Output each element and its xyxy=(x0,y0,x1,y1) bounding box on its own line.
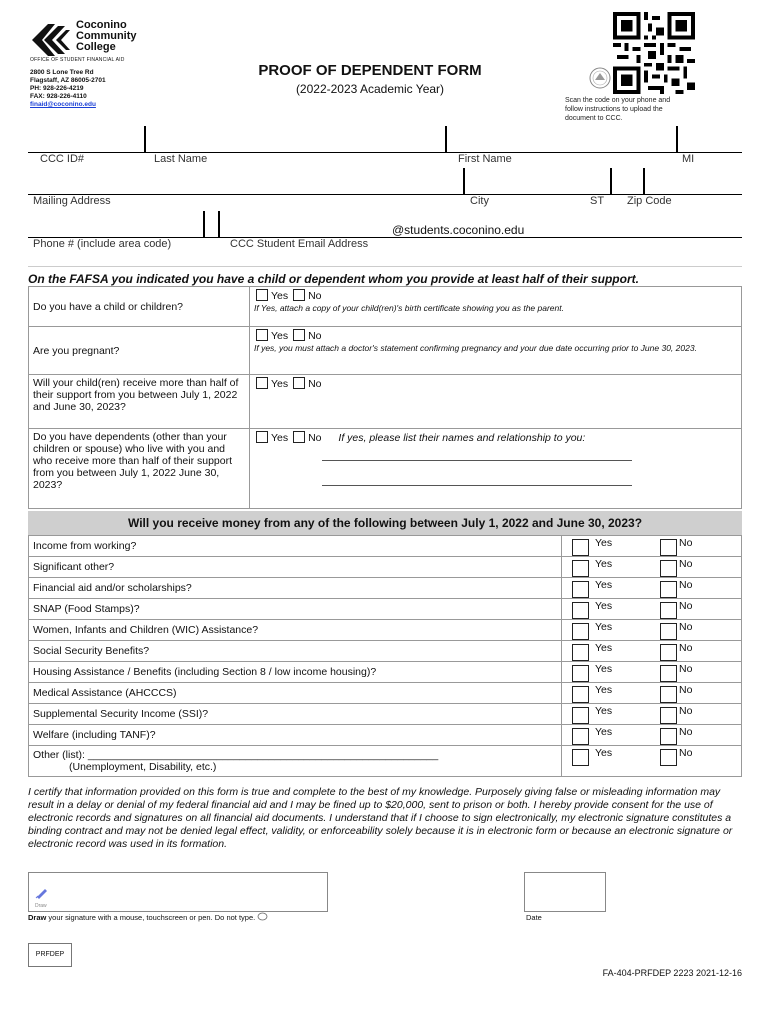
money-source-label: Financial aid and/or scholarships? xyxy=(29,578,562,599)
yes-no-cell xyxy=(562,599,742,620)
yes-checkbox[interactable] xyxy=(572,539,589,556)
field-divider xyxy=(203,211,205,237)
mailing-address-field[interactable]: Mailing Address xyxy=(33,195,111,207)
answer-cell xyxy=(250,375,742,429)
contact-block xyxy=(30,69,106,109)
answer-cell xyxy=(250,287,742,327)
yes-no-cell xyxy=(562,578,742,599)
no-label: No xyxy=(679,600,693,612)
yes-checkbox[interactable] xyxy=(572,581,589,598)
money-source-label: Housing Assistance / Benefits (including Section 8 / low income housing)? xyxy=(29,662,562,683)
yes-label: Yes xyxy=(595,747,613,759)
email-domain: @students.coconino.edu xyxy=(392,223,525,237)
money-source-row xyxy=(29,683,742,704)
email-link[interactable]: finaid@coconino.edu xyxy=(30,101,96,108)
money-source-row xyxy=(29,620,742,641)
yes-no-group xyxy=(562,683,741,703)
no-checkbox[interactable] xyxy=(660,539,677,556)
no-checkbox[interactable] xyxy=(660,581,677,598)
no-label: No xyxy=(679,642,693,654)
field-divider xyxy=(643,168,645,194)
yes-checkbox[interactable] xyxy=(256,431,268,443)
no-label: No xyxy=(308,432,322,444)
question-row xyxy=(29,375,742,429)
no-label: No xyxy=(679,684,693,696)
field-underline xyxy=(28,152,742,153)
yes-label: Yes xyxy=(271,330,289,342)
answer-note: If yes, you must attach a doctor's statement confirming pregnancy and your due date occurring prior to June 30, 2023. xyxy=(254,343,697,353)
college-name: Coconino Community College xyxy=(76,19,137,53)
dependent-name-line[interactable] xyxy=(322,485,632,486)
other-source-field[interactable] xyxy=(29,746,562,777)
yes-checkbox[interactable] xyxy=(256,377,268,389)
dependent-questions-table xyxy=(28,286,742,509)
money-source-row xyxy=(29,725,742,746)
no-checkbox[interactable] xyxy=(660,665,677,682)
yes-label: Yes xyxy=(271,432,289,444)
money-source-row xyxy=(29,578,742,599)
no-checkbox[interactable] xyxy=(660,749,677,766)
no-label: No xyxy=(679,663,693,675)
no-label: No xyxy=(679,537,693,549)
address-line-1: 2800 S Lone Tree Rd xyxy=(30,69,94,76)
student-email-field[interactable]: CCC Student Email Address xyxy=(230,238,369,250)
question-text: Do you have a child or children? xyxy=(29,287,250,327)
money-source-label: Welfare (including TANF)? xyxy=(29,725,562,746)
money-source-row xyxy=(29,599,742,620)
other-label: Other (list): ____________________________________________________________ xyxy=(33,749,439,761)
yes-no-group xyxy=(562,662,741,682)
money-source-label: Social Security Benefits? xyxy=(29,641,562,662)
qr-instructions: Scan the code on your phone and follow instructions to upload the document to CCC. xyxy=(565,97,671,122)
city-field[interactable]: City xyxy=(470,195,489,207)
field-divider xyxy=(445,126,447,152)
yes-label: Yes xyxy=(595,642,613,654)
yes-checkbox[interactable] xyxy=(572,602,589,619)
question-row xyxy=(29,327,742,375)
no-checkbox[interactable] xyxy=(660,560,677,577)
yes-no-group xyxy=(562,578,741,598)
yes-label: Yes xyxy=(595,621,613,633)
no-label: No xyxy=(679,558,693,570)
answer-note: If Yes, attach a copy of your child(ren)'s birth certificate showing you as the parent. xyxy=(254,303,564,313)
money-source-label: SNAP (Food Stamps)? xyxy=(29,599,562,620)
yes-checkbox[interactable] xyxy=(572,665,589,682)
fax-number: FAX: 928-226-4110 xyxy=(30,93,87,100)
money-source-label: Income from working? xyxy=(29,536,562,557)
yes-label: Yes xyxy=(595,726,613,738)
yes-label: Yes xyxy=(595,600,613,612)
no-checkbox[interactable] xyxy=(660,728,677,745)
field-divider xyxy=(218,211,220,237)
answer-cell xyxy=(250,327,742,375)
money-source-label: Women, Infants and Children (WIC) Assistance? xyxy=(29,620,562,641)
no-label: No xyxy=(679,726,693,738)
yes-label: Yes xyxy=(595,579,613,591)
field-divider xyxy=(676,126,678,152)
date-box[interactable] xyxy=(524,872,606,912)
yes-no-cell xyxy=(562,536,742,557)
answer-cell xyxy=(250,429,742,509)
no-checkbox[interactable] xyxy=(293,329,305,341)
yes-checkbox[interactable] xyxy=(572,686,589,703)
section-divider xyxy=(28,266,742,267)
phone-field[interactable]: Phone # (include area code) xyxy=(33,238,172,250)
yes-no-group xyxy=(562,599,741,619)
no-label: No xyxy=(679,705,693,717)
money-source-row xyxy=(29,662,742,683)
yes-no-group xyxy=(562,641,741,661)
yes-no-group xyxy=(562,536,741,556)
phone-number: PH: 928-226-4219 xyxy=(30,85,84,92)
money-source-row-other xyxy=(29,746,742,777)
signature-box[interactable] xyxy=(28,872,328,912)
yes-no-cell xyxy=(562,641,742,662)
state-field[interactable]: ST xyxy=(590,195,605,207)
signature-caption: Draw your signature with a mouse, touchscreen or pen. Do not type. xyxy=(28,912,268,922)
yes-label: Yes xyxy=(595,663,613,675)
zip-code-field[interactable]: Zip Code xyxy=(627,195,672,207)
question-text: Do you have dependents (other than your children or spouse) who live with you and who receive more than half of their support from you between July 1, 2022 June 30, 2023? xyxy=(29,429,250,509)
question-text: Will your child(ren) receive more than half of their support from you between July 1, 2022 and June 30, 2023? xyxy=(29,375,250,429)
no-checkbox[interactable] xyxy=(293,377,305,389)
yes-no-cell xyxy=(562,704,742,725)
no-label: No xyxy=(679,747,693,759)
no-checkbox[interactable] xyxy=(660,602,677,619)
yes-label: Yes xyxy=(595,537,613,549)
money-source-row xyxy=(29,536,742,557)
yes-label: Yes xyxy=(595,558,613,570)
no-checkbox[interactable] xyxy=(660,644,677,661)
yes-label: Yes xyxy=(595,705,613,717)
college-seal-icon xyxy=(589,67,611,89)
qr-code-icon[interactable] xyxy=(613,12,695,94)
yes-no-group xyxy=(562,746,741,766)
certification-text: I certify that information provided on this form is true and complete to the best of my knowledge. Purposely giving false or misleading information may result in a delay or denial of my federal financial aid and I may be fined up to $20,000, sent to prison or both. I hereby provide consent for the use of electronic records and signatures on all financial aid documents. I understand that if I choose to sign electronically, my electronic signature constitutes a binding contract and may not be denied legal effect, validity, or enforceability solely because it is in electronic form or because an electronic signature or electronic record was used in its formation. xyxy=(28,786,733,850)
yes-no-cell xyxy=(562,662,742,683)
question-row xyxy=(29,287,742,327)
no-label: No xyxy=(679,579,693,591)
money-source-row xyxy=(29,641,742,662)
money-sources-table xyxy=(28,535,742,777)
other-hint: (Unemployment, Disability, etc.) xyxy=(69,761,217,773)
no-checkbox[interactable] xyxy=(660,707,677,724)
yes-no-group xyxy=(562,704,741,724)
money-banner: Will you receive money from any of the following between July 1, 2022 and June 30, 2023? xyxy=(28,511,742,535)
yes-no-group xyxy=(562,557,741,577)
field-divider xyxy=(610,168,612,194)
no-checkbox[interactable] xyxy=(293,289,305,301)
question-row xyxy=(29,429,742,509)
middle-initial-field[interactable]: MI xyxy=(682,153,695,165)
yes-label: Yes xyxy=(271,290,289,302)
field-divider xyxy=(463,168,465,194)
yes-no-group xyxy=(562,725,741,745)
form-subtitle: (2022-2023 Academic Year) xyxy=(295,82,445,96)
no-checkbox[interactable] xyxy=(660,686,677,703)
yes-checkbox[interactable] xyxy=(572,707,589,724)
answer-note: If yes, please list their names and relationship to you: xyxy=(338,432,586,444)
college-logo-icon xyxy=(30,22,72,58)
yes-no-cell xyxy=(562,746,742,777)
pen-icon xyxy=(35,887,49,899)
date-label: Date xyxy=(526,913,542,922)
yes-no-cell xyxy=(562,683,742,704)
yes-label: Yes xyxy=(595,684,613,696)
no-checkbox[interactable] xyxy=(293,431,305,443)
draw-label: Draw xyxy=(35,903,47,909)
no-checkbox[interactable] xyxy=(660,623,677,640)
form-code: PRFDEP xyxy=(28,943,72,967)
ccc-id-field[interactable]: CCC ID# xyxy=(40,153,85,165)
yes-checkbox[interactable] xyxy=(572,560,589,577)
yes-checkbox[interactable] xyxy=(256,329,268,341)
money-source-label: Medical Assistance (AHCCCS) xyxy=(29,683,562,704)
no-label: No xyxy=(308,378,322,390)
dependent-name-line[interactable] xyxy=(322,460,632,461)
section-title: On the FAFSA you indicated you have a child or dependent whom you provide at least half of their support. xyxy=(28,272,639,286)
form-number: FA-404-PRFDEP 2223 2021-12-16 xyxy=(602,968,742,978)
field-divider xyxy=(144,126,146,152)
money-source-row xyxy=(29,704,742,725)
yes-checkbox[interactable] xyxy=(572,623,589,640)
first-name-field[interactable]: First Name xyxy=(458,153,512,165)
office-name: OFFICE OF STUDENT FINANCIAL AID xyxy=(30,57,125,63)
no-label: No xyxy=(308,290,322,302)
yes-checkbox[interactable] xyxy=(572,644,589,661)
money-source-label: Supplemental Security Income (SSI)? xyxy=(29,704,562,725)
money-source-row xyxy=(29,557,742,578)
yes-no-cell xyxy=(562,620,742,641)
yes-checkbox[interactable] xyxy=(572,749,589,766)
yes-no-cell xyxy=(562,725,742,746)
yes-label: Yes xyxy=(271,378,289,390)
hand-icon xyxy=(257,912,268,921)
form-title: PROOF OF DEPENDENT FORM xyxy=(258,62,482,79)
no-label: No xyxy=(308,330,322,342)
address-line-2: Flagstaff, AZ 86005-2701 xyxy=(30,77,106,84)
yes-no-group xyxy=(562,620,741,640)
yes-no-cell xyxy=(562,557,742,578)
question-text: Are you pregnant? xyxy=(29,327,250,375)
money-source-label: Significant other? xyxy=(29,557,562,578)
last-name-field[interactable]: Last Name xyxy=(154,153,208,165)
yes-checkbox[interactable] xyxy=(572,728,589,745)
yes-checkbox[interactable] xyxy=(256,289,268,301)
no-label: No xyxy=(679,621,693,633)
